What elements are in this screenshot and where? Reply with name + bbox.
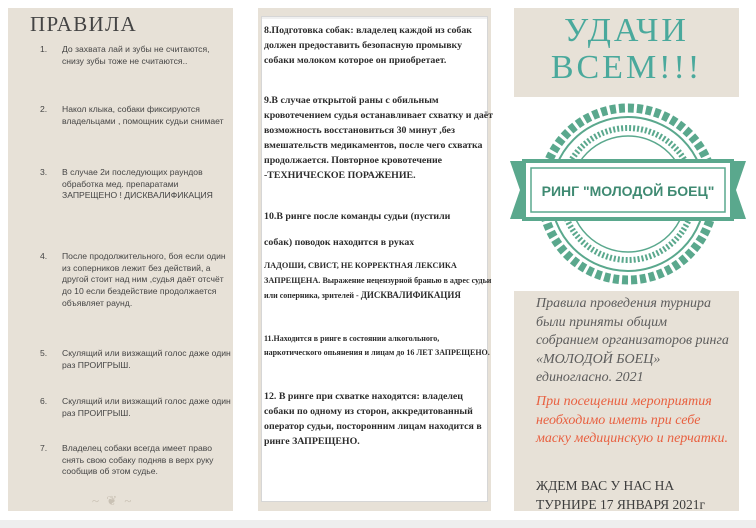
rule-number: 1. [40, 44, 48, 54]
rule-number: 4. [40, 251, 48, 261]
rule-9: 9.В случае открытой раны с обильным кровотечением судья останавливает схватку и даёт возможность восстановиться 30 минут ,без вмешательств медикаментов, после чего схватка продолжается. Повторное кровотечение -ТЕХНИЧЕСКОЕ ПОРАЖЕНИЕ. [264, 95, 494, 181]
rule-12: 12. В ринге при схватке находятся: владелец собаки по одному из сторон, аккредитованный оператор судьи, посторонним лицам находится в ринге ЗАПРЕЩЕНО. [264, 391, 482, 447]
rule-10-continued: собак) поводок находится в руках [264, 237, 415, 248]
rule-number: 3. [40, 167, 48, 177]
rule-item-2 [26, 104, 231, 127]
mask-gloves-notice: При посещении мероприятия необходимо иметь при себе маску медицинскую и перчатки. [536, 394, 728, 446]
rules-title: ПРАВИЛА [30, 12, 138, 36]
rules-accepted-text: Правила проведения турнира были приняты общим собранием организаторов ринга «МОЛОДОЙ БОЕЦ» единогласно. 2021 [536, 296, 729, 385]
stamp-graphic [508, 97, 748, 291]
rule-number: 5. [40, 348, 48, 358]
rule-text: Скулящий или визжащий голос даже один раз ПРОИГРЫШ. [62, 348, 231, 370]
rule-item-7 [26, 443, 231, 478]
palms-whistle-ban [264, 259, 504, 304]
rule-text: Владелец собаки всегда имеет право снять свою собаку подняв в верх руку сообщив об этом судье. [62, 443, 214, 477]
rule-text: После продолжительного, боя если один из соперников лежит без действий, а другой стоит над ним ,судья даёт отсчёт до 10 если бездействие продолжается объявляет раунд. [62, 251, 226, 308]
rule-item-3 [26, 167, 231, 202]
rule-text: Скулящий или визжащий голос даже один раз ПРОИГРЫШ. [62, 396, 231, 418]
palms-heading: ЛАДОШИ, СВИСТ, НЕ КОРРЕКТНАЯ ЛЕКСИКА ЗАПРЕЩЕНА. [264, 261, 457, 285]
good-luck-line-1: УДАЧИ [564, 12, 689, 49]
tournament-invite: ЖДЕМ ВАС У НАС НА ТУРНИРЕ 17 ЯНВАРЯ 2021г [536, 478, 706, 512]
rule-11: 11.Находится в ринге в состоянии алкогольного, наркотического опьянения и лицам до 16 ЛЕТ ЗАПРЕЩЕНО. [264, 334, 490, 357]
bottom-band [0, 520, 756, 528]
rule-number: 2. [40, 104, 48, 114]
palms-detail: Выражение нецензурной бранью в адрес судьи или соперника, зрителей - [264, 275, 492, 301]
stamp-svg [508, 97, 748, 291]
stamp-text: РИНГ "МОЛОДОЙ БОЕЦ" [541, 183, 715, 199]
rule-item-5 [26, 348, 231, 371]
rule-item-6 [26, 396, 231, 419]
rule-8: 8.Подготовка собак: владелец каждой из собак должен предоставить безопасную промывку собаки молоком которое он приобретает. [264, 25, 472, 66]
rule-item-4 [26, 251, 231, 310]
rule-text: В случае 2и последующих раундов обработка мед. препаратами ЗАПРЕЩЕНО ! ДИСКВАЛИФИКАЦИЯ [62, 167, 213, 201]
rule-number: 7. [40, 443, 48, 453]
rule-10: 10.В ринге после команды судьи (пустили [264, 211, 451, 222]
disqualification-label: ДИСКВАЛИФИКАЦИЯ [360, 290, 461, 301]
good-luck-line-2: ВСЕМ!!! [550, 49, 703, 86]
rule-item-1 [26, 44, 231, 67]
rule-text: До захвата лай и зубы не считаются, снизу зубы тоже не считаются.. [62, 44, 210, 66]
flourish-ornament: ~ ❦ ~ [92, 493, 134, 508]
rule-text: Накол клыка, собаки фиксируются владельцами , помощник судьи снимает [62, 104, 224, 126]
rule-number: 6. [40, 396, 48, 406]
